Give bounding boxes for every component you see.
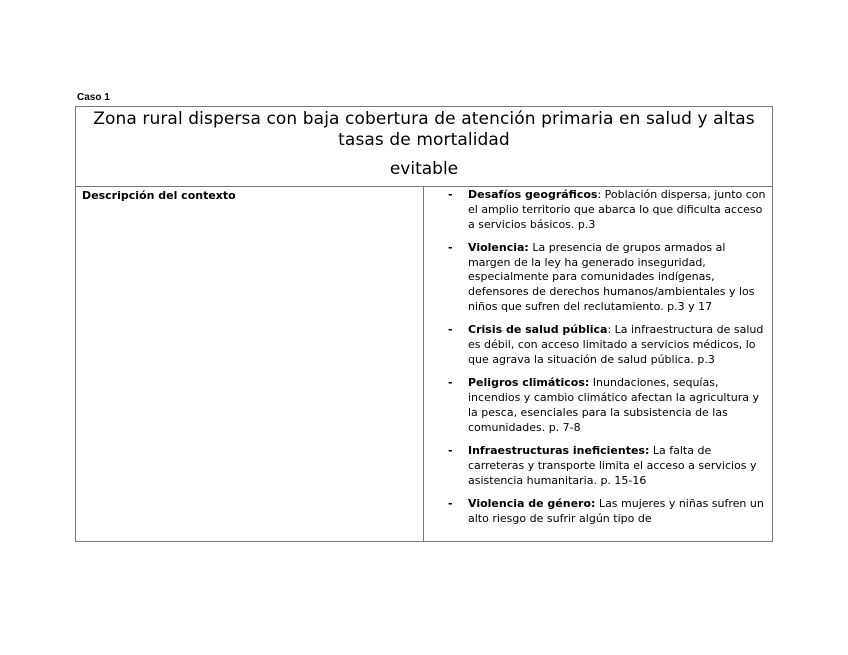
table-title-continuation: evitable [389,159,459,179]
list-item [448,188,768,232]
item-text: : La infraestructura de salud es débil, con acceso limitado a servicios médicos, lo que agrava la situación de salud pública. p.3 [468,323,764,366]
item-term: Crisis de salud pública [468,323,608,337]
bullet-dash: - [448,240,453,254]
item-term: Peligros climáticos: [468,376,590,390]
item-term: Violencia: [468,240,529,254]
case-table [75,106,773,542]
item-text: Inundaciones, sequías, incendios y cambio climático afectan la agricultura y la pesca, esenciales para la subsistencia de las comunidades. p. 7-8 [468,376,760,434]
list-item [448,497,768,527]
item-text: La falta de carreteras y transporte limita el acceso a servicios y asistencia humanitaria. p. 15-16 [468,443,757,487]
context-list [448,188,768,526]
context-header: Descripción del contexto [82,189,236,202]
context-header-cell [76,187,424,542]
item-text: : Población dispersa, junto con el amplio territorio que abarca lo que dificulta acceso a servicios básicos. p.3 [468,188,766,231]
context-list-cell [424,187,772,542]
context-row [76,187,772,542]
bullet-dash: - [448,323,453,337]
table-title: Zona rural dispersa con baja cobertura de atención primaria en salud y altas tasas de mortalidad [93,109,755,150]
bullet-dash: - [448,188,453,201]
item-text: Las mujeres y niñas sufren un alto riesgo de sufrir algún tipo de [468,496,764,525]
item-term: Desafíos geográficos [468,188,598,201]
list-item [448,241,768,315]
list-item [448,323,768,367]
case-label: Caso 1 [77,92,110,103]
item-term: Violencia de género: [468,496,596,510]
title-cell [76,107,772,187]
item-text: La presencia de grupos armados al margen de la ley ha generado inseguridad, especialmente para comunidades indígenas, defensores de derechos humanos/ambientales y los niños que sufren del reclutamiento. p.3 y 17 [468,240,755,314]
bullet-dash: - [448,496,453,510]
list-item [448,376,768,435]
item-term: Infraestructuras ineficientes: [468,443,650,457]
bullet-dash: - [448,376,453,390]
list-item [448,444,768,488]
bullet-dash: - [448,443,453,457]
